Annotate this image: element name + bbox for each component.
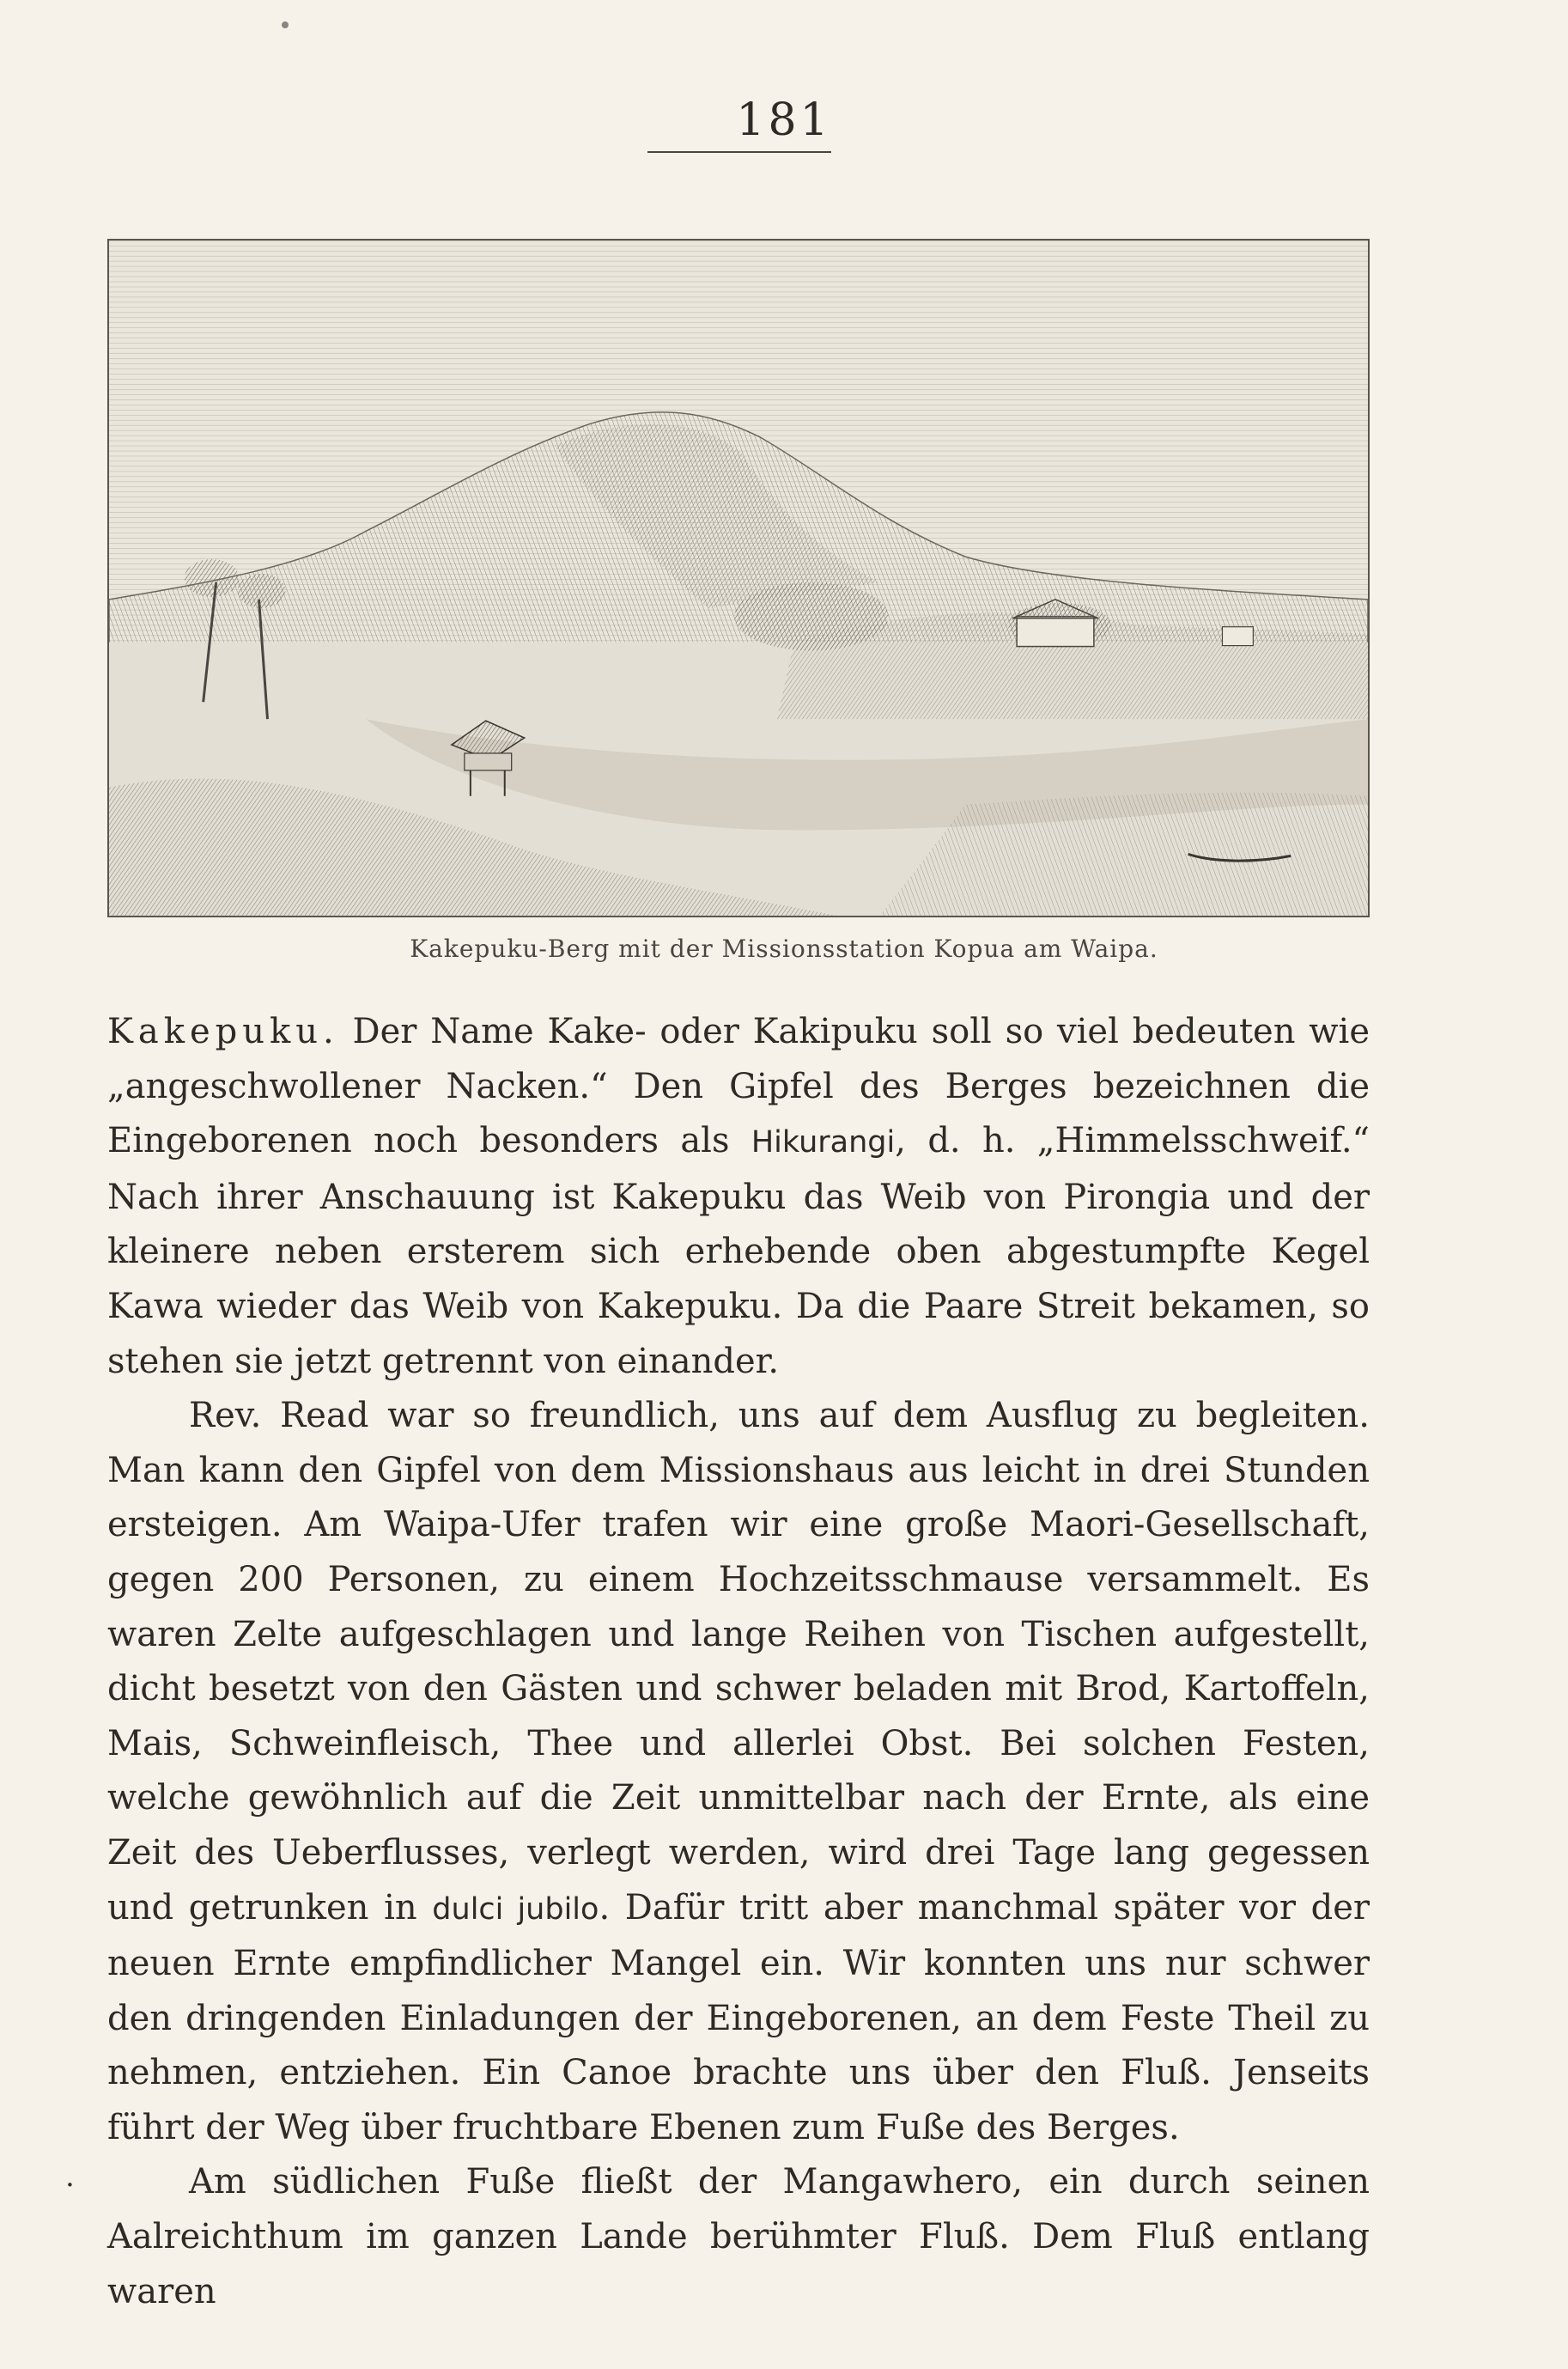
header-rule (647, 151, 831, 153)
paragraph (107, 1389, 1370, 2155)
landscape-engraving (109, 241, 1368, 916)
page-number: 181 (736, 94, 832, 146)
latin-phrase: dulci jubilo (432, 1891, 599, 1927)
latin-phrase: Hikurangi (751, 1125, 896, 1160)
text-run: . Dafür tritt aber manchmal später vor der neuen Ernte empfindlicher Mangel ein. Wir konnten uns nur schwer den dringenden Einladungen der Eingeborenen, an dem Feste Theil zu nehmen, entziehen. Ein Canoe brachte uns über den Fluß. Jenseits führt der Weg über fruchtbare Ebenen zum Fuße des Berges. (107, 1887, 1370, 2147)
engraving-illustration (107, 239, 1370, 917)
stray-ink-dot (282, 21, 289, 28)
illustration-caption: Kakepuku-Berg mit der Missionsstation Kopua am Waipa. (410, 935, 1158, 963)
body-text (107, 1005, 1370, 2319)
text-run: Am südlichen Fuße fließt der Mangawhero, ein durch seinen Aalreichthum im ganzen Lande berühmter Fluß. Dem Fluß entlang waren (107, 2162, 1370, 2311)
text-run: Rev. Read war so freundlich, uns auf dem Ausflug zu begleiten. Man kann den Gipfel von dem Missionshaus aus leicht in drei Stunden ersteigen. Am Waipa-Ufer trafen wir eine große Maori-Gesellschaft, gegen 200 Personen, zu einem Hochzeitsschmause versammelt. Es waren Zelte aufgeschlagen und lange Reihen von Tischen aufgestellt, dicht besetzt von den Gästen und schwer beladen mit Brod, Kartoffeln, Mais, Schweinfleisch, Thee und allerlei Obst. Bei solchen Festen, welche gewöhnlich auf die Zeit unmittelbar nach der Ernte, als eine Zeit des Ueberflusses, verlegt werden, wird drei Tage lang gegessen und getrunken in (107, 1396, 1370, 1927)
margin-mark: . (65, 2159, 75, 2194)
text-run: , d. h. „Himmelsschweif.“ Nach ihrer Anschauung ist Kakepuku das Weib von Pirongia und der kleinere neben ersterem sich erhebende oben abgestumpfte Kegel Kawa wieder das Weib von Kakepuku. Da die Paare Streit bekamen, so stehen sie jetzt getrennt von einander. (107, 1121, 1370, 1381)
paragraph (107, 1005, 1370, 1389)
paragraph (107, 2155, 1370, 2319)
spaced-heading-word: Kakepuku. (107, 1012, 339, 1051)
text-run: Der Name Kake- oder Kakipuku soll so viel bedeuten wie „angeschwollener Nacken.“ Den Gipfel des Berges bezeichnen die Eingeborenen noch besonders als (107, 1012, 1370, 1161)
